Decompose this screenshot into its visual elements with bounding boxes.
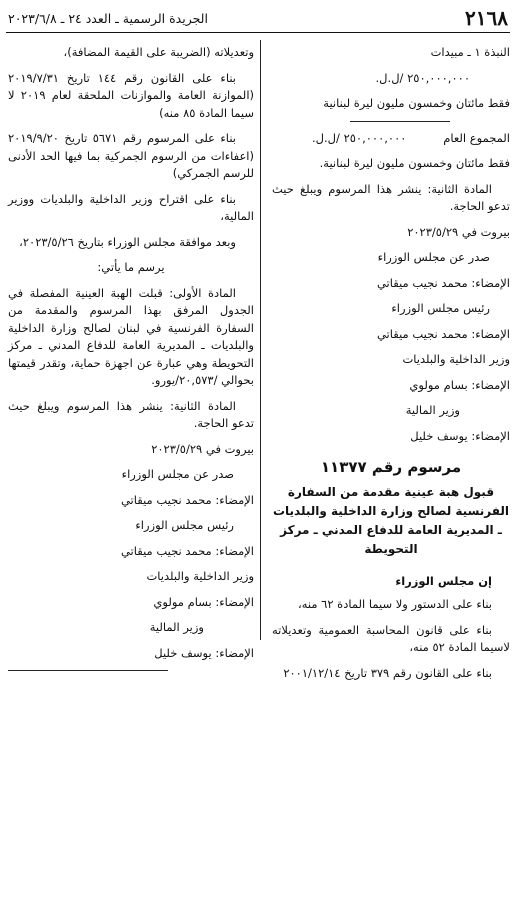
signature-pm-2: الإمضاء: محمد نجيب ميقاتي — [376, 326, 510, 341]
article-2: المادة الثانية: ينشر هذا المرسوم ويبلغ حيث تدعو الحاجة. — [272, 181, 510, 213]
signature-interior: الإمضاء: بسام مولوي — [153, 594, 254, 609]
right-column — [272, 44, 510, 690]
issued-by: صدر عن مجلس الوزراء — [121, 467, 234, 481]
legal-basis-1: بناء على الدستور ولا سيما المادة ٦٢ منه، — [297, 597, 492, 611]
amount-words: فقط مائتان وخمسون مليون ليرة لبنانية — [323, 96, 510, 110]
legal-basis-4: بناء على القانون رقم ١٤٤ تاريخ ٢٠١٩/٧/٣١ (الموازنة العامة والموازنات الملحقة لعام ٢٠١٩ لا سيما المادة ٨٥ منه) — [8, 70, 254, 120]
signature-pm-2: الإمضاء: محمد نجيب ميقاتي — [120, 543, 254, 558]
article-1: المادة الأولى: قبلت الهبة العينية المفصلة في الجدول المرفق بهذا المرسوم والمقدمة من السفارة الفرنسية في لبنان لصالح وزارة الداخلية والبلديات ـ المديرية العامة للدفاع المدني ـ مركز التحويطة وهي عبارة عن اجهزة حماية، وتقدر قيمتها بحوالي /٢٠,٥٧٣/يورو. — [8, 285, 254, 387]
amount: ٢٥٠,٠٠٠,٠٠٠ /ل.ل. — [375, 70, 470, 85]
council-heading: إن مجلس الوزراء — [395, 573, 492, 588]
gazette-title: الجريدة الرسمية ـ العدد ٢٤ ـ ٢٠٢٣/٦/٨ — [8, 10, 208, 26]
finance-minister-title: وزير المالية — [405, 403, 460, 417]
signature-finance: الإمضاء: يوسف خليل — [410, 428, 510, 443]
article-2: المادة الثانية: ينشر هذا المرسوم ويبلغ حيث تدعو الحاجة. — [8, 398, 254, 430]
continuation: وتعديلاته (الضريبة على القيمة المضافة)، — [63, 45, 254, 59]
column-divider — [260, 40, 261, 640]
legal-basis-3: بناء على القانون رقم ٣٧٩ تاريخ ٢٠٠١/١٢/١٤ — [283, 665, 492, 680]
approval: وبعد موافقة مجلس الوزراء بتاريخ ٢٠٢٣/٥/٢٦، — [19, 234, 236, 249]
legal-basis-5: بناء على المرسوم رقم ٥٦٧١ تاريخ ٢٠١٩/٩/٢٠ (اعفاءات من الرسوم الجمركية بما فيها الحد الأدنى للرسم الجمركي) — [8, 131, 254, 180]
decree-subject: قبول هبة عينية مقدمة من السفارة الفرنسية لصالح وزارة الداخلية والبلديات ـ المديرية العامة للدفاع المدني ـ مركز التحويطة — [272, 484, 510, 556]
finance-minister-title: وزير المالية — [149, 620, 204, 634]
total-label: المجموع العام — [443, 130, 510, 145]
end-rule — [8, 670, 168, 671]
page-number: ٢١٦٨ — [465, 6, 508, 30]
pm-title: رئيس مجلس الوزراء — [391, 301, 490, 315]
signature-interior: الإمضاء: بسام مولوي — [409, 377, 510, 392]
divider-rule — [350, 121, 450, 122]
decree-title: مرسوم رقم ١١٣٧٧ — [320, 458, 462, 476]
page-header — [6, 4, 510, 33]
legal-basis-2: بناء على قانون المحاسبة العمومية وتعديلاته لاسيما المادة ٥٢ منه، — [272, 622, 510, 654]
left-column — [8, 44, 254, 671]
total-row — [272, 130, 510, 148]
signature-finance: الإمضاء: يوسف خليل — [154, 645, 254, 660]
budget-item: النبذة ١ ـ مبيدات — [430, 45, 510, 59]
issued-by: صدر عن مجلس الوزراء — [377, 250, 490, 264]
total-words: فقط مائتان وخمسون مليون ليرة لبنانية. — [319, 156, 510, 170]
interior-minister-title: وزير الداخلية والبلديات — [146, 569, 254, 583]
date-line: بيروت في ٢٠٢٣/٥/٢٩ — [407, 224, 510, 239]
interior-minister-title: وزير الداخلية والبلديات — [402, 352, 510, 366]
signature-pm: الإمضاء: محمد نجيب ميقاتي — [120, 492, 254, 507]
legal-basis-6: بناء على اقتراح وزير الداخلية والبلديات ووزير المالية، — [8, 191, 254, 223]
date-line: بيروت في ٢٠٢٣/٥/٢٩ — [151, 441, 254, 456]
total-amount: ٢٥٠,٠٠٠,٠٠٠ /ل.ل. — [312, 130, 407, 145]
signature-pm: الإمضاء: محمد نجيب ميقاتي — [376, 275, 510, 290]
decrees-heading: يرسم ما يأتي: — [97, 260, 165, 274]
pm-title: رئيس مجلس الوزراء — [135, 518, 234, 532]
